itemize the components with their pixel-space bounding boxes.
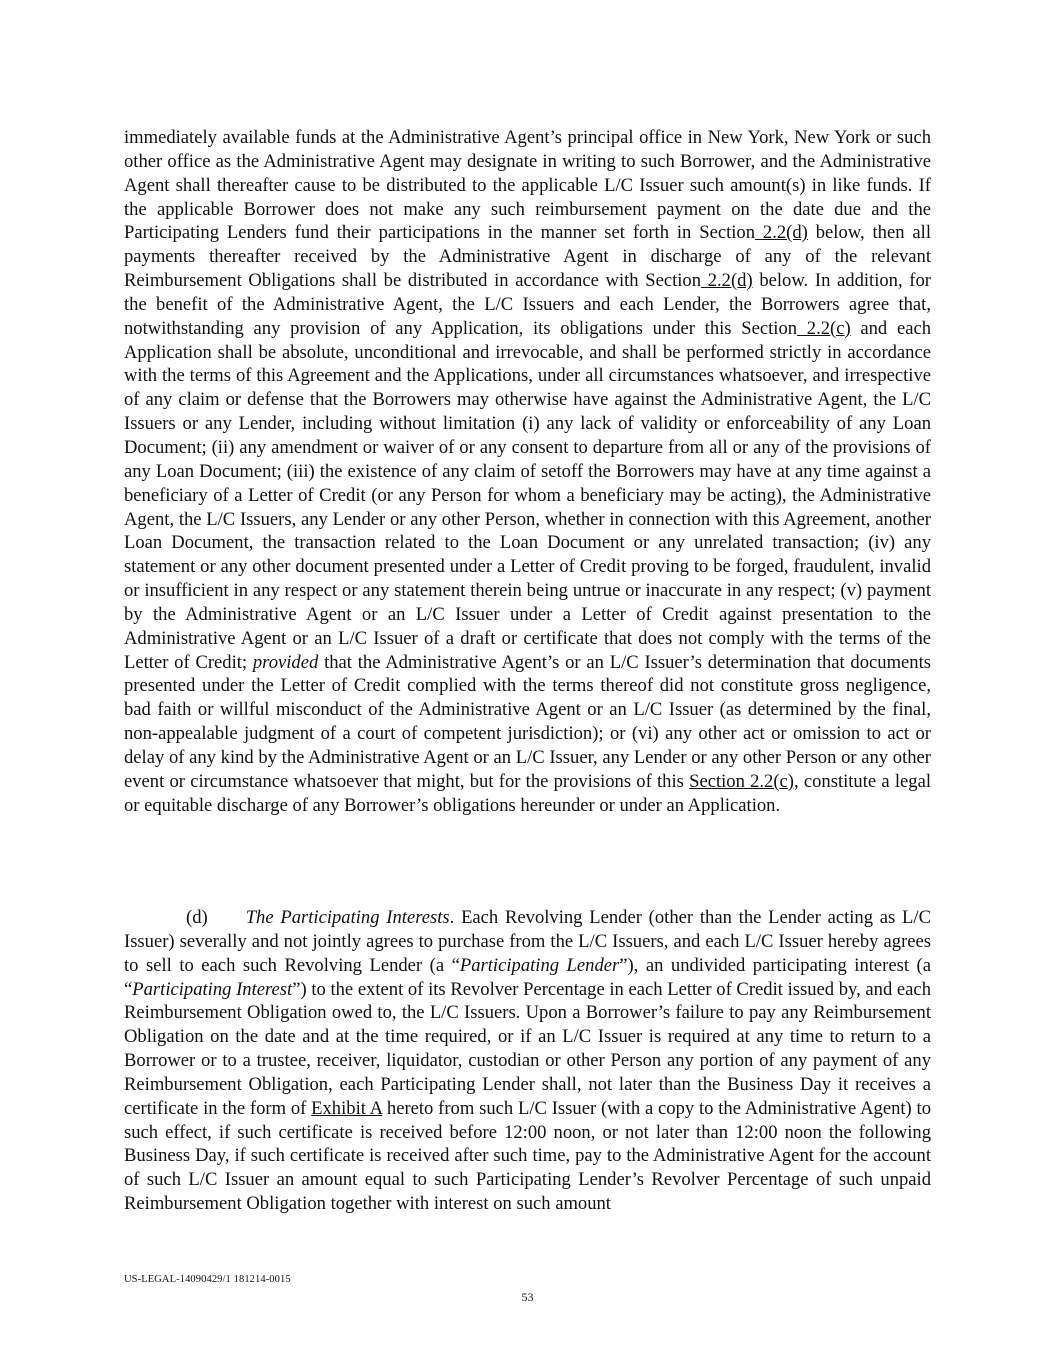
section-reference-link[interactable]: 2.2(d) bbox=[701, 270, 753, 292]
emphasis-provided: provided bbox=[252, 651, 319, 673]
subsection-heading: The Participating Interests bbox=[245, 907, 450, 928]
defined-term: Participating Lender bbox=[459, 954, 620, 976]
text-run: , constitute a legal or equitable discharge of any Borrower’s obligations hereunder or under an Application. bbox=[124, 770, 931, 816]
defined-term: Participating Interest bbox=[132, 978, 293, 1000]
subsection-label: (d) bbox=[186, 907, 208, 928]
section-reference-link[interactable]: Section 2.2(c) bbox=[689, 770, 794, 792]
text-run: hereto from such L/C Issuer (with a copy to the Administrative Agent) to such effect, if such certificate is received before 12:00 noon, or not later than 12:00 noon the following Business Day, if such certificate is received after such time, pay to the Administrative Agent for the account of such L/C Issuer an amount equal to such Participating Lender’s Revolver Percentage of such unpaid Reimbursement Obligation together with interest on such amount bbox=[124, 1097, 931, 1215]
section-reference-link[interactable]: 2.2(d) bbox=[755, 222, 808, 244]
body-paragraph-continued bbox=[124, 126, 931, 817]
text-run: and each Application shall be absolute, unconditional and irrevocable, and shall be performed strictly in accordance with the terms of this Agreement and the Applications, under all circumstances whatsoever, and irrespective of any claim or defense that the Borrowers may otherwise have against the Administrative Agent, the L/C Issuers or any Lender, including without limitation (i) any lack of validity or enforceability of any Loan Document; (ii) any amendment or waiver of or any consent to departure from all or any of the provisions of any Loan Document; (iii) the existence of any claim of setoff the Borrowers may have at any time against a beneficiary of a Letter of Credit (or any Person for whom a beneficiary may be acting), the Administrative Agent, the L/C Issuers, any Lender or any other Person, whether in connection with this Agreement, another Loan Document, the transaction related to the Loan Document or any unrelated transaction; (iv) any statement or any other document presented under a Letter of Credit proving to be forged, fraudulent, invalid or insufficient in any respect or any statement therein being untrue or inaccurate in any respect; (v) payment by the Administrative Agent or an L/C Issuer under a Letter of Credit against presentation to the Administrative Agent or an L/C Issuer of a draft or certificate that does not comply with the terms of the Letter of Credit; bbox=[124, 317, 931, 673]
page-number: 53 bbox=[521, 1290, 534, 1304]
text-run: immediately available funds at the Administrative Agent’s principal office in New York, New York or such other office as the Administrative Agent may designate in writing to such Borrower, and the Administrative Agent shall thereafter cause to be distributed to the applicable L/C Issuer such amount(s) in like funds. If the applicable Borrower does not make any such reimbursement payment on the date due and the Participating Lenders fund their participations in the manner set forth in Section bbox=[124, 127, 931, 244]
text-run: ”) to the extent of its Revolver Percentage in each Letter of Credit issued by, and each Reimbursement Obligation owed to, the L/C Issuers. Upon a Borrower’s failure to pay any Reimbursement Obligation on the date and at the time required, or if an L/C Issuer is required at any time to return to a Borrower or to a trustee, receiver, liquidator, custodian or other Person any portion of any payment of any Reimbursement Obligation, each Participating Lender shall, not later than the Business Day it receives a certificate in the form of bbox=[124, 978, 931, 1119]
exhibit-reference-link[interactable]: Exhibit A bbox=[311, 1097, 383, 1119]
text-run: . Each Revolving Lender (other than the Lender acting as L/C Issuer) severally and not jointly agrees to purchase from the L/C Issuers, and each L/C Issuer hereby agrees to sell to each such Revolving Lender (a “ bbox=[124, 907, 931, 976]
section-reference-link[interactable]: 2.2(c) bbox=[797, 317, 851, 339]
text-run: below. In addition, for the benefit of the Administrative Agent, the L/C Issuers and each Lender, the Borrowers agree that, notwithstanding any provision of any Application, its obligations under this Section bbox=[124, 270, 931, 339]
body-paragraph-participating-interests bbox=[124, 906, 931, 1216]
text-run: that the Administrative Agent’s or an L/C Issuer’s determination that documents presented under the Letter of Credit complied with the terms thereof did not constitute gross negligence, bad faith or willful misconduct of the Administrative Agent or an L/C Issuer (as determined by the final, non-appealable judgment of a court of competent jurisdiction); or (vi) any other act or omission to act or delay of any kind by the Administrative Agent or an L/C Issuer, any Lender or any other Person or any other event or circumstance whatsoever that might, but for the provisions of this bbox=[124, 651, 931, 792]
footer-document-id: US-LEGAL-14090429/1 181214-0015 bbox=[124, 1274, 291, 1285]
text-run: below, then all payments thereafter received by the Administrative Agent in discharge of any of the relevant Reimbursement Obligations shall be distributed in accordance with Section bbox=[124, 222, 931, 292]
text-run: ”), an undivided participating interest (a “ bbox=[124, 954, 931, 1000]
